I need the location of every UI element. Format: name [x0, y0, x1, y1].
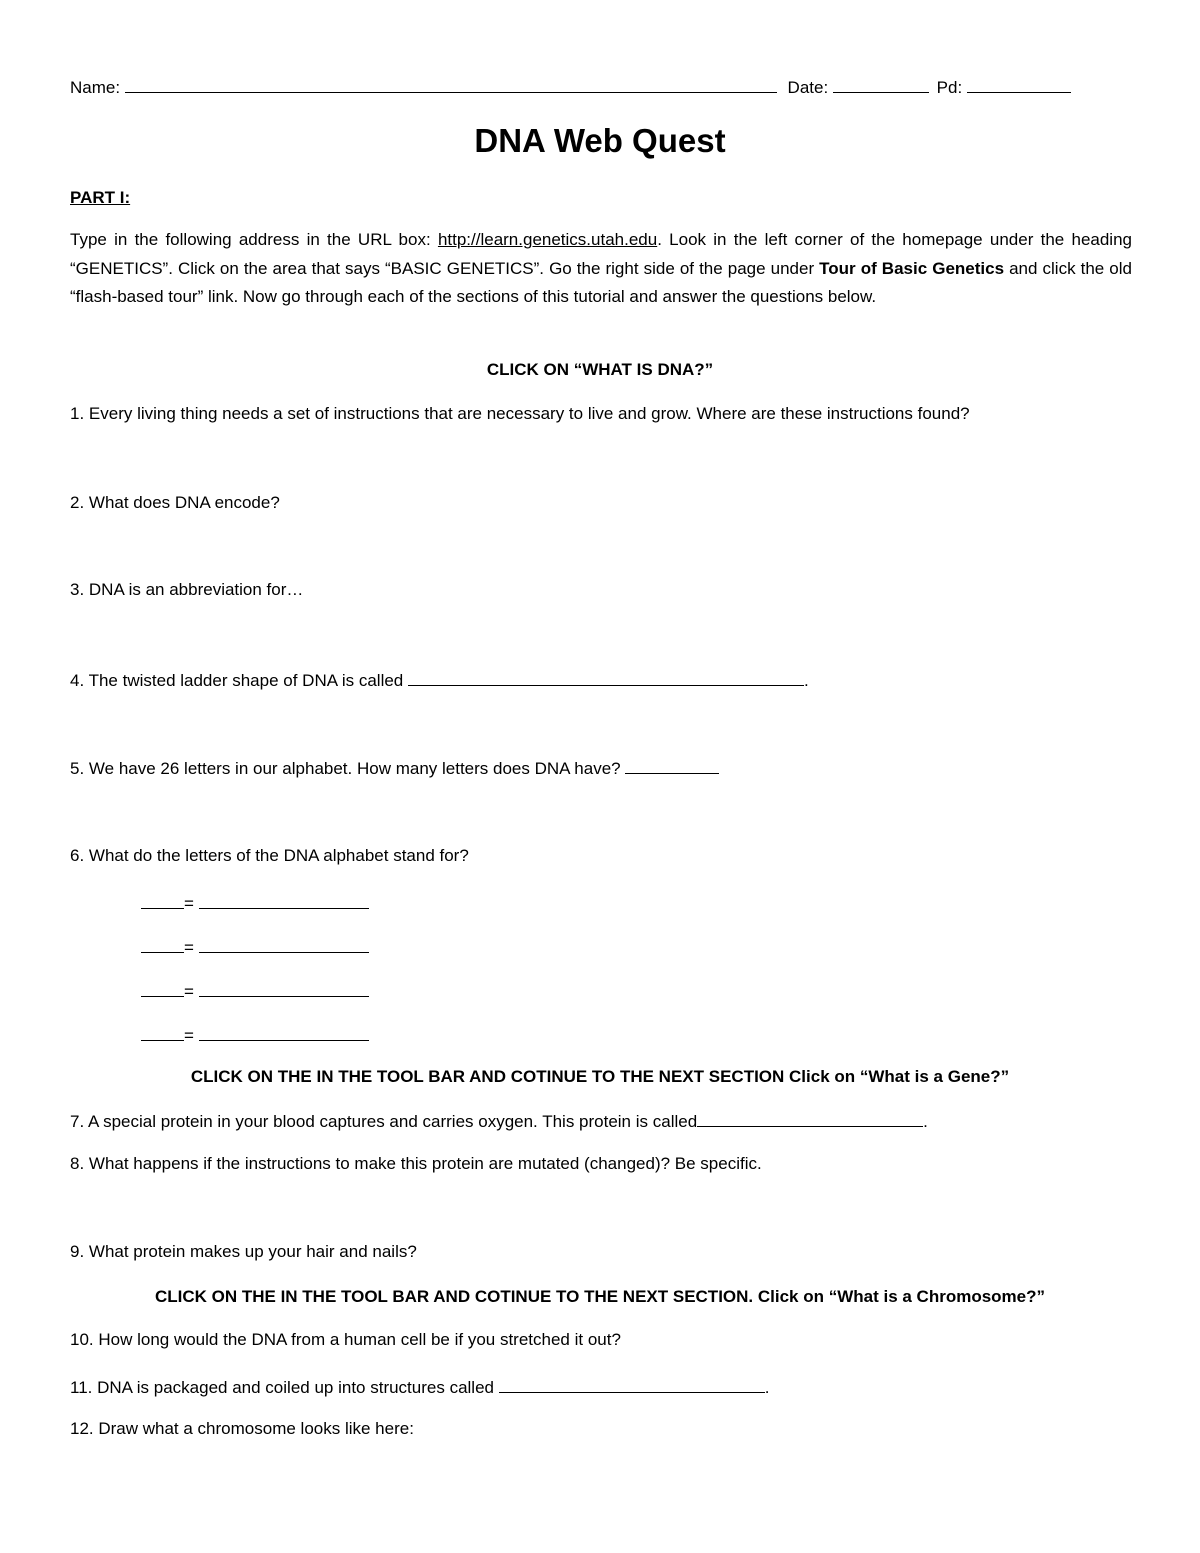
- pd-field[interactable]: [967, 75, 1071, 93]
- meaning-field-1[interactable]: [199, 891, 369, 909]
- question-5: [70, 756, 719, 780]
- letter-field-2[interactable]: [141, 935, 184, 953]
- drawing-area[interactable]: [70, 1448, 1132, 1538]
- meaning-field-2[interactable]: [199, 935, 369, 953]
- question-7-text: 7. A special protein in your blood captures and carries oxygen. This protein is called: [70, 1112, 698, 1131]
- question-7: [70, 1109, 928, 1133]
- meaning-field-3[interactable]: [199, 979, 369, 997]
- intro-paragraph: [70, 226, 1132, 312]
- name-label: Name:: [70, 78, 121, 97]
- question-4-text: 4. The twisted ladder shape of DNA is called: [70, 671, 404, 690]
- intro-text-2: . Look in the left corner of the homepage under the heading “GENETICS”. Click on the area that says “BASIC GENETICS”. Go the right side of the page under: [70, 230, 1132, 278]
- question-2: 2. What does DNA encode?: [70, 493, 280, 512]
- question-11: [70, 1375, 769, 1399]
- answer-4-field[interactable]: [408, 668, 804, 686]
- equals-sign: =: [184, 1026, 194, 1045]
- letter-row-3: [141, 979, 369, 1003]
- question-6: 6. What do the letters of the DNA alphabet stand for?: [70, 846, 469, 865]
- answer-7-field[interactable]: [697, 1109, 923, 1127]
- meaning-field-4[interactable]: [199, 1023, 369, 1041]
- answer-5-field[interactable]: [625, 756, 719, 774]
- pd-label: Pd:: [936, 78, 963, 97]
- letter-field-4[interactable]: [141, 1023, 184, 1041]
- genetics-url-link[interactable]: http://learn.genetics.utah.edu: [437, 230, 658, 249]
- answer-11-field[interactable]: [499, 1375, 765, 1393]
- question-10: 10. How long would the DNA from a human cell be if you stretched it out?: [70, 1330, 621, 1349]
- equals-sign: =: [184, 938, 194, 957]
- section-heading-dna: CLICK ON “WHAT IS DNA?”: [486, 360, 714, 379]
- question-12: 12. Draw what a chromosome looks like here:: [70, 1419, 414, 1438]
- name-field[interactable]: [125, 75, 777, 93]
- header-line: [70, 75, 1071, 99]
- question-11-text: 11. DNA is packaged and coiled up into structures called: [70, 1378, 494, 1397]
- part-heading: PART I:: [70, 188, 131, 207]
- intro-text-1: Type in the following address in the URL box:: [70, 230, 438, 249]
- question-9: 9. What protein makes up your hair and nails?: [70, 1242, 417, 1261]
- section-heading-chromosome: CLICK ON THE IN THE TOOL BAR AND COTINUE TO THE NEXT SECTION. Click on “What is a Chromosome?”: [154, 1287, 1046, 1306]
- date-field[interactable]: [833, 75, 929, 93]
- letter-field-3[interactable]: [141, 979, 184, 997]
- letter-row-1: [141, 891, 369, 915]
- letter-row-4: [141, 1023, 369, 1047]
- question-5-text: 5. We have 26 letters in our alphabet. How many letters does DNA have?: [70, 759, 621, 778]
- letter-field-1[interactable]: [141, 891, 184, 909]
- equals-sign: =: [184, 894, 194, 913]
- question-1: 1. Every living thing needs a set of instructions that are necessary to live and grow. Where are these instructions found?: [70, 404, 970, 423]
- section-heading-gene: CLICK ON THE IN THE TOOL BAR AND COTINUE TO THE NEXT SECTION Click on “What is a Gene?”: [190, 1067, 1010, 1086]
- question-4: [70, 668, 809, 692]
- question-4-period: .: [804, 671, 809, 690]
- question-7-period: .: [923, 1112, 928, 1131]
- question-3: 3. DNA is an abbreviation for…: [70, 580, 304, 599]
- question-8: 8. What happens if the instructions to make this protein are mutated (changed)? Be specific.: [70, 1154, 762, 1173]
- equals-sign: =: [184, 982, 194, 1001]
- intro-text-3: and click the old “flash-based tour” link. Now go through each of the sections of this tutorial and answer the questions below.: [70, 258, 1132, 307]
- question-11-period: .: [764, 1378, 770, 1397]
- intro-bold-text: Tour of Basic Genetics: [819, 258, 1005, 278]
- letter-row-2: [141, 935, 369, 959]
- date-label: Date:: [787, 78, 829, 97]
- page-title: DNA Web Quest: [474, 122, 726, 159]
